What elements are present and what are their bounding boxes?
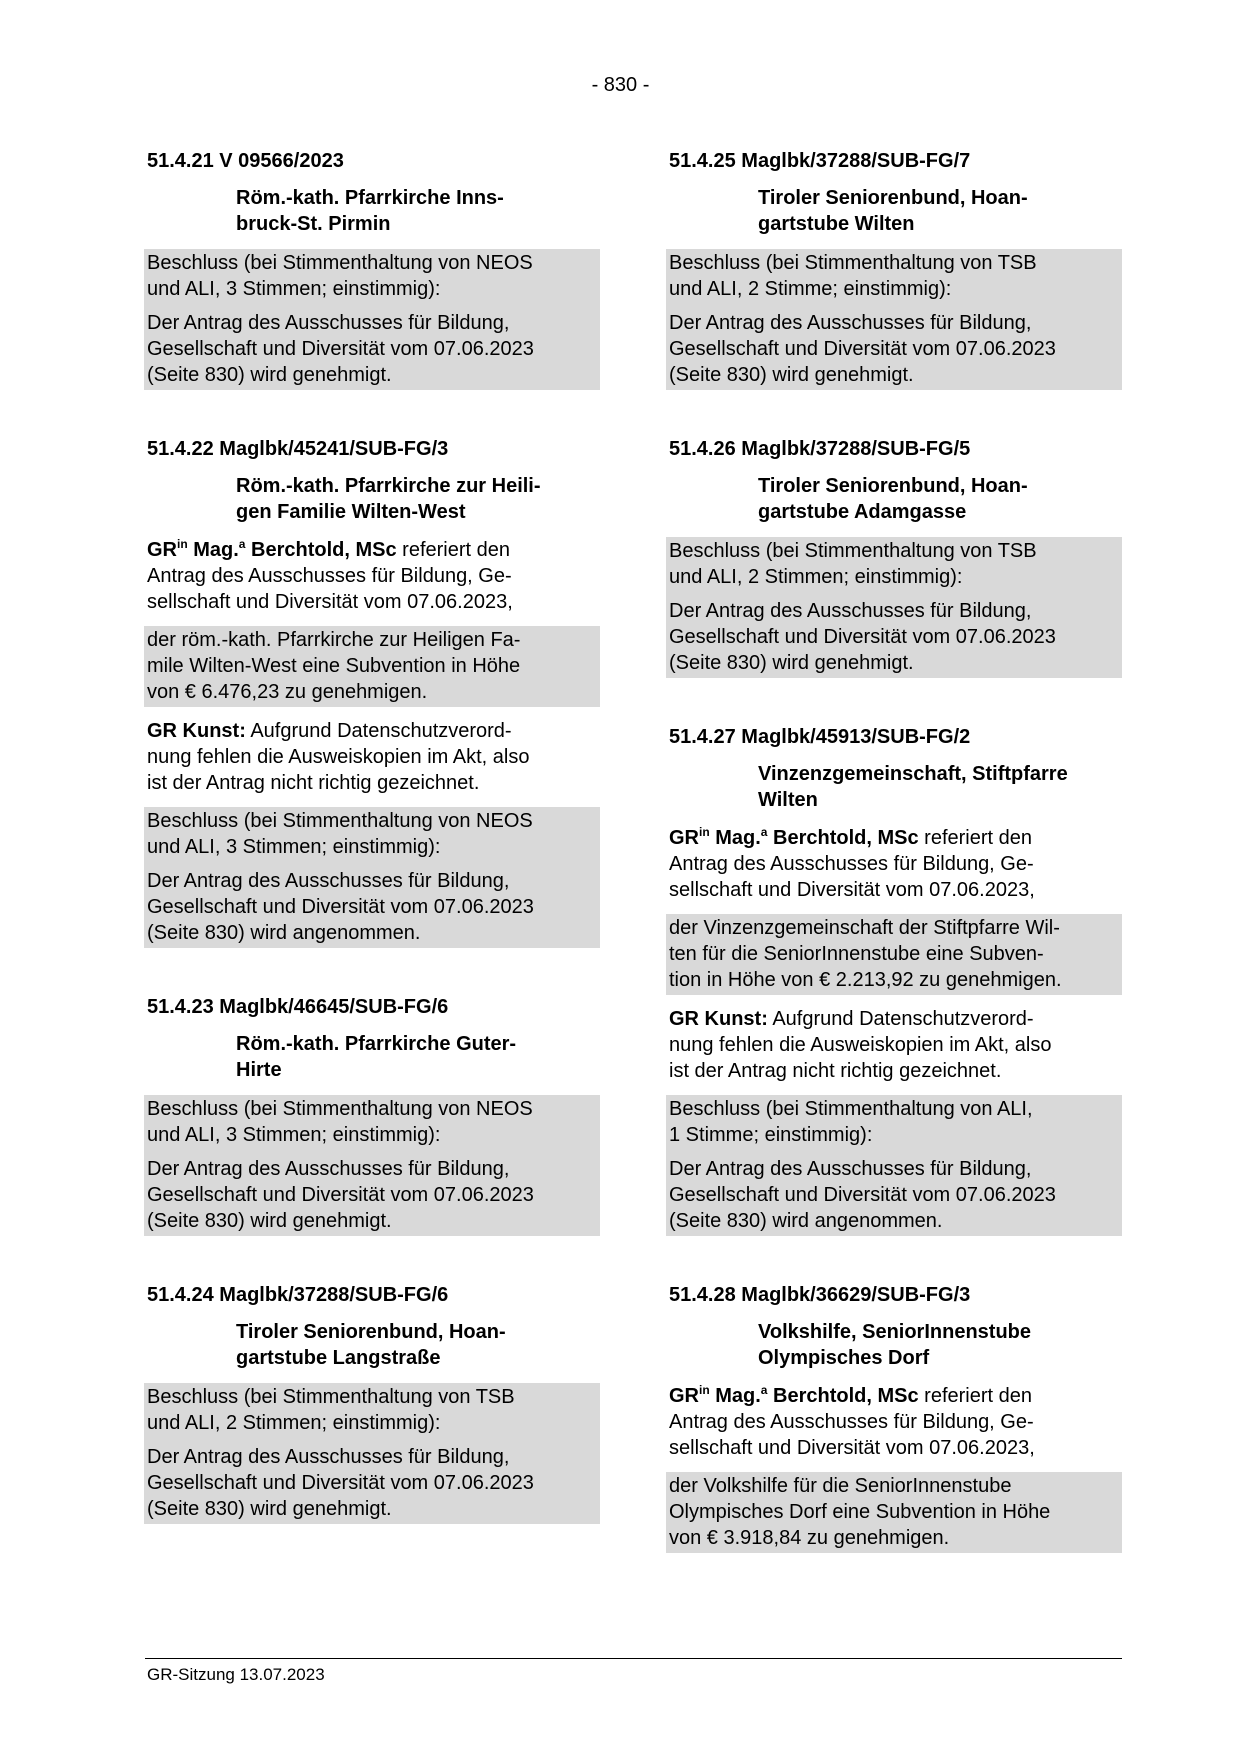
beschluss-line: Beschluss (bei Stimmenthaltung von TSB: [147, 1386, 515, 1408]
agenda-item: [669, 1282, 1119, 1553]
antrag-line: mile Wilten-West eine Subvention in Höhe: [147, 655, 521, 677]
item-title-line: Hirte: [236, 1059, 282, 1081]
item-title-line: gartstube Wilten: [758, 213, 915, 235]
antrag-line: von € 3.918,84 zu genehmigen.: [669, 1527, 950, 1549]
referent-line: Antrag des Ausschusses für Bildung, Ge-: [669, 853, 1034, 875]
antrag-line: der röm.-kath. Pfarrkirche zur Heiligen Fa-: [147, 629, 521, 651]
referent-line: Antrag des Ausschusses für Bildung, Ge-: [669, 1411, 1034, 1433]
antrag-line: Olympisches Dorf eine Subvention in Höhe: [669, 1501, 1051, 1523]
result-line: Der Antrag des Ausschusses für Bildung,: [147, 1446, 510, 1468]
referent-title-sup: in: [699, 825, 710, 839]
antrag-line: von € 6.476,23 zu genehmigen.: [147, 681, 428, 703]
left-column: [147, 148, 597, 1570]
beschluss-block: [144, 1383, 600, 1524]
beschluss-line: und ALI, 3 Stimmen; einstimmig):: [147, 836, 441, 858]
beschluss-result: [669, 310, 1119, 390]
antrag-text: [144, 626, 600, 707]
beschluss-block: [144, 1095, 600, 1236]
result-line: Der Antrag des Ausschusses für Bildung,: [669, 312, 1032, 334]
item-title: [758, 1319, 1119, 1371]
agenda-item: [669, 148, 1119, 390]
referent-degree: Mag.: [709, 1385, 761, 1407]
antrag-line: tion in Höhe von € 2.213,92 zu genehmigen.: [669, 969, 1062, 991]
result-line: Der Antrag des Ausschusses für Bildung,: [147, 1158, 510, 1180]
result-line: Gesellschaft und Diversität vom 07.06.2023: [147, 1184, 534, 1206]
item-number: 51.4.27 Maglbk/45913/SUB-FG/2: [669, 726, 971, 748]
agenda-item: [669, 436, 1119, 678]
result-line: (Seite 830) wird genehmigt.: [147, 364, 392, 386]
beschluss-text: [669, 538, 1119, 598]
beschluss-line: Beschluss (bei Stimmenthaltung von ALI,: [669, 1098, 1033, 1120]
footer-text: GR-Sitzung 13.07.2023: [147, 1665, 325, 1684]
item-number: 51.4.28 Maglbk/36629/SUB-FG/3: [669, 1284, 971, 1306]
beschluss-result: [147, 868, 597, 948]
item-title-line: Wilten: [758, 789, 818, 811]
result-line: Gesellschaft und Diversität vom 07.06.2023: [669, 626, 1056, 648]
referent-name: Berchtold, MSc: [245, 539, 397, 561]
result-line: Der Antrag des Ausschusses für Bildung,: [669, 1158, 1032, 1180]
speaker-line: nung fehlen die Ausweiskopien im Akt, also: [147, 746, 530, 768]
result-line: Gesellschaft und Diversität vom 07.06.2023: [669, 1184, 1056, 1206]
referent-title: GR: [669, 827, 699, 849]
result-line: Der Antrag des Ausschusses für Bildung,: [147, 312, 510, 334]
right-column: [669, 148, 1119, 1599]
item-number: 51.4.24 Maglbk/37288/SUB-FG/6: [147, 1284, 449, 1306]
result-line: Gesellschaft und Diversität vom 07.06.2023: [147, 338, 534, 360]
item-title-line: Olympisches Dorf: [758, 1347, 930, 1369]
beschluss-line: und ALI, 2 Stimmen; einstimmig):: [669, 566, 963, 588]
beschluss-line: Beschluss (bei Stimmenthaltung von NEOS: [147, 252, 533, 274]
result-line: (Seite 830) wird genehmigt.: [147, 1210, 392, 1232]
beschluss-result: [669, 598, 1119, 678]
beschluss-line: und ALI, 2 Stimmen; einstimmig):: [147, 1412, 441, 1434]
item-number: 51.4.25 Maglbk/37288/SUB-FG/7: [669, 150, 971, 172]
referent-line: Antrag des Ausschusses für Bildung, Ge-: [147, 565, 512, 587]
speaker-name: GR Kunst:: [669, 1008, 768, 1030]
beschluss-result: [669, 1156, 1119, 1236]
beschluss-result: [147, 1444, 597, 1524]
referent-title: GR: [669, 1385, 699, 1407]
item-title-line: gartstube Adamgasse: [758, 501, 967, 523]
beschluss-result: [147, 310, 597, 390]
beschluss-text: [669, 250, 1119, 310]
speaker-name: GR Kunst:: [147, 720, 246, 742]
beschluss-block: [144, 249, 600, 390]
speaker-line: nung fehlen die Ausweiskopien im Akt, also: [669, 1034, 1052, 1056]
item-title-line: Tiroler Seniorenbund, Hoan-: [236, 1321, 506, 1343]
beschluss-line: Beschluss (bei Stimmenthaltung von TSB: [669, 252, 1037, 274]
referent-name: Berchtold, MSc: [767, 1385, 919, 1407]
speaker-text: Aufgrund Datenschutzverord-: [245, 720, 512, 742]
beschluss-line: Beschluss (bei Stimmenthaltung von NEOS: [147, 810, 533, 832]
beschluss-line: Beschluss (bei Stimmenthaltung von NEOS: [147, 1098, 533, 1120]
referent-text: referiert den: [918, 1385, 1033, 1407]
item-title: [758, 185, 1119, 237]
antrag-text: [666, 914, 1122, 995]
item-title-line: Tiroler Seniorenbund, Hoan-: [758, 187, 1028, 209]
beschluss-block: [666, 537, 1122, 678]
speaker-line: ist der Antrag nicht richtig gezeichnet.: [147, 772, 480, 794]
item-title: [758, 761, 1119, 813]
beschluss-line: und ALI, 3 Stimmen; einstimmig):: [147, 278, 441, 300]
referent-line: sellschaft und Diversität vom 07.06.2023,: [147, 591, 513, 613]
speaker-line: ist der Antrag nicht richtig gezeichnet.: [669, 1060, 1002, 1082]
item-title-line: Volkshilfe, SeniorInnenstube: [758, 1321, 1032, 1343]
result-line: (Seite 830) wird genehmigt.: [147, 1498, 392, 1520]
item-title-line: gen Familie Wilten-West: [236, 501, 466, 523]
referent-paragraph: [669, 825, 1119, 903]
beschluss-text: [147, 1384, 597, 1444]
antrag-line: ten für die SeniorInnenstube eine Subven-: [669, 943, 1044, 965]
footer-divider: [145, 1658, 1122, 1659]
item-number: 51.4.23 Maglbk/46645/SUB-FG/6: [147, 996, 449, 1018]
page-number: - 830 -: [591, 74, 650, 96]
item-number: 51.4.21 V 09566/2023: [147, 150, 344, 172]
speaker-paragraph: [669, 1006, 1119, 1084]
beschluss-line: und ALI, 2 Stimme; einstimmig):: [669, 278, 952, 300]
speaker-paragraph: [147, 718, 597, 796]
referent-degree: Mag.: [709, 827, 761, 849]
referent-line: sellschaft und Diversität vom 07.06.2023,: [669, 1437, 1035, 1459]
antrag-line: der Vinzenzgemeinschaft der Stiftpfarre Wil-: [669, 917, 1060, 939]
result-line: Der Antrag des Ausschusses für Bildung,: [147, 870, 510, 892]
item-title-line: Röm.-kath. Pfarrkirche Guter-: [236, 1033, 517, 1055]
referent-line: sellschaft und Diversität vom 07.06.2023,: [669, 879, 1035, 901]
agenda-item: [669, 724, 1119, 1236]
result-line: Gesellschaft und Diversität vom 07.06.2023: [669, 338, 1056, 360]
agenda-item: [147, 994, 597, 1236]
beschluss-line: 1 Stimme; einstimmig):: [669, 1124, 873, 1146]
item-title-line: Röm.-kath. Pfarrkirche Inns-: [236, 187, 504, 209]
referent-title-sup: in: [699, 1383, 710, 1397]
referent-text: referiert den: [918, 827, 1033, 849]
item-title-line: Tiroler Seniorenbund, Hoan-: [758, 475, 1028, 497]
result-line: Der Antrag des Ausschusses für Bildung,: [669, 600, 1032, 622]
result-line: (Seite 830) wird angenommen.: [669, 1210, 943, 1232]
speaker-text: Aufgrund Datenschutzverord-: [767, 1008, 1034, 1030]
referent-degree-sup: a: [760, 825, 768, 839]
antrag-line: der Volkshilfe für die SeniorInnenstube: [669, 1475, 1012, 1497]
beschluss-text: [147, 808, 597, 868]
referent-paragraph: [669, 1383, 1119, 1461]
beschluss-result: [147, 1156, 597, 1236]
item-title-line: bruck-St. Pirmin: [236, 213, 391, 235]
beschluss-line: Beschluss (bei Stimmenthaltung von TSB: [669, 540, 1037, 562]
item-title: [236, 1031, 597, 1083]
item-number: 51.4.26 Maglbk/37288/SUB-FG/5: [669, 438, 971, 460]
beschluss-text: [147, 250, 597, 310]
result-line: Gesellschaft und Diversität vom 07.06.2023: [147, 896, 534, 918]
referent-degree-sup: a: [760, 1383, 768, 1397]
beschluss-block: [666, 1095, 1122, 1236]
referent-degree-sup: a: [238, 537, 246, 551]
referent-title: GR: [147, 539, 177, 561]
agenda-item: [147, 1282, 597, 1524]
item-title: [236, 473, 597, 525]
referent-paragraph: [147, 537, 597, 615]
result-line: (Seite 830) wird genehmigt.: [669, 652, 914, 674]
beschluss-line: und ALI, 3 Stimmen; einstimmig):: [147, 1124, 441, 1146]
beschluss-block: [144, 807, 600, 948]
item-title: [236, 185, 597, 237]
referent-name: Berchtold, MSc: [767, 827, 919, 849]
item-title-line: Vinzenzgemeinschaft, Stiftpfarre: [758, 763, 1068, 785]
referent-title-sup: in: [177, 537, 188, 551]
beschluss-block: [666, 249, 1122, 390]
item-number: 51.4.22 Maglbk/45241/SUB-FG/3: [147, 438, 449, 460]
beschluss-text: [147, 1096, 597, 1156]
agenda-item: [147, 436, 597, 948]
result-line: (Seite 830) wird angenommen.: [147, 922, 421, 944]
result-line: Gesellschaft und Diversität vom 07.06.2023: [147, 1472, 534, 1494]
item-title: [758, 473, 1119, 525]
item-title: [236, 1319, 597, 1371]
beschluss-text: [669, 1096, 1119, 1156]
antrag-text: [666, 1472, 1122, 1553]
referent-text: referiert den: [396, 539, 511, 561]
item-title-line: Röm.-kath. Pfarrkirche zur Heili-: [236, 475, 541, 497]
item-title-line: gartstube Langstraße: [236, 1347, 441, 1369]
referent-degree: Mag.: [187, 539, 239, 561]
result-line: (Seite 830) wird genehmigt.: [669, 364, 914, 386]
agenda-item: [147, 148, 597, 390]
